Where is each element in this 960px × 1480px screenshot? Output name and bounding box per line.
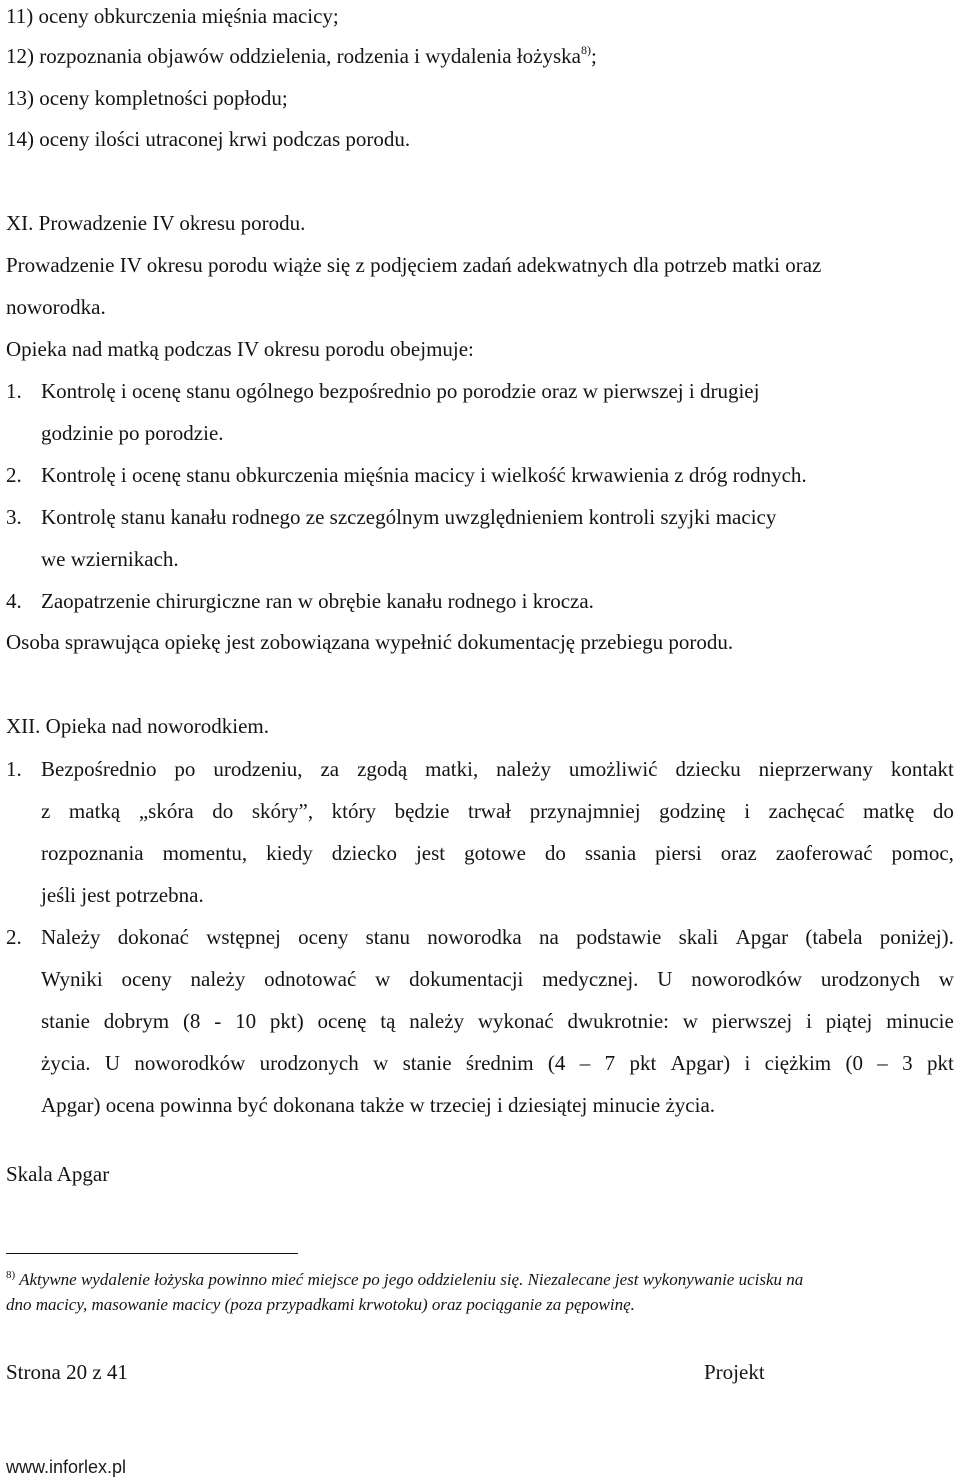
word: i <box>744 1051 751 1075</box>
word: (4 <box>547 1051 566 1075</box>
word: Wyniki <box>41 967 103 991</box>
word: „skóra <box>138 799 194 823</box>
word: pierwszej <box>711 1009 793 1033</box>
word: urodzeniu, <box>213 757 303 781</box>
word: rozpoznania <box>41 841 144 865</box>
word: odnotować <box>264 967 357 991</box>
word: zachęcać <box>768 799 845 823</box>
paragraph-1-line1 <box>41 759 954 780</box>
word: za <box>320 757 340 781</box>
list-item-11: 11) oceny obkurczenia mięśnia macicy; <box>6 4 339 28</box>
word: wykonać <box>477 1009 554 1033</box>
word: noworodków <box>691 967 803 991</box>
word: minucie <box>886 1009 954 1033</box>
word: wstępnej <box>206 925 281 949</box>
word: – <box>579 1051 591 1075</box>
paragraph-2-line5: Apgar) ocena powinna być dokonana także w trzeciej i dziesiątej minucie życia. <box>41 1093 716 1117</box>
word: należy <box>190 967 246 991</box>
word: nieprzerwany <box>758 757 873 781</box>
word: Apgar <box>735 925 789 949</box>
word: pomoc, <box>891 841 954 865</box>
word: na <box>539 925 559 949</box>
footnote-text-1: Aktywne wydalenie łożyska powinno mieć miejsce po jego oddzieleniu się. Niezalecane jest wykonywanie ucisku na <box>19 1270 804 1289</box>
site-link[interactable]: www.inforlex.pl <box>6 1457 127 1477</box>
word: gotowe <box>464 841 526 865</box>
word: dziecku <box>675 757 741 781</box>
word: matkę <box>862 799 915 823</box>
word: stanie <box>402 1051 452 1075</box>
section-xii-heading: XII. Opieka nad noworodkiem. <box>6 714 270 738</box>
care-item-4-number: 4. <box>6 589 22 613</box>
list-item-12 <box>6 43 597 68</box>
word: dokonać <box>117 925 189 949</box>
word: w <box>375 967 391 991</box>
word: z <box>41 799 51 823</box>
paragraph-2-line4 <box>41 1053 954 1074</box>
word: dobrym <box>103 1009 170 1033</box>
word: pkt <box>926 1051 954 1075</box>
section-xi-heading: XI. Prowadzenie IV okresu porodu. <box>6 211 306 235</box>
care-item-3-line2: we wziernikach. <box>41 547 179 571</box>
word: życia. <box>41 1051 91 1075</box>
word: umożliwić <box>568 757 658 781</box>
word: jest <box>415 841 446 865</box>
paragraph-1-line3 <box>41 843 954 864</box>
paragraph-2-number: 2. <box>6 925 22 949</box>
word: godzinę <box>659 799 726 823</box>
apgar-scale-label: Skala Apgar <box>6 1162 110 1186</box>
word: 3 <box>902 1051 913 1075</box>
word: po <box>174 757 196 781</box>
word: należy <box>496 757 551 781</box>
paragraph-1-number: 1. <box>6 757 22 781</box>
word: pkt) <box>269 1009 304 1033</box>
word: ciężkim <box>764 1051 832 1075</box>
footnote-ref[interactable]: 8) <box>580 43 591 57</box>
word: będzie <box>394 799 450 823</box>
footnote-separator <box>6 1253 298 1254</box>
word: Apgar) <box>670 1051 731 1075</box>
word: Bezpośrednio <box>41 757 157 781</box>
list-item-14: 14) oceny ilości utraconej krwi podczas porodu. <box>6 127 411 151</box>
word: dwukrotnie: <box>567 1009 669 1033</box>
word: dziecko <box>331 841 398 865</box>
word: skali <box>678 925 719 949</box>
word: noworodka <box>427 925 522 949</box>
word: pkt <box>629 1051 657 1075</box>
word: podstawie <box>576 925 662 949</box>
word: - <box>214 1009 222 1033</box>
word: trwał <box>467 799 512 823</box>
word: noworodków <box>134 1051 246 1075</box>
page-number: Strona 20 z 41 <box>6 1360 128 1384</box>
care-intro: Opieka nad matką podczas IV okresu porodu obejmuje: <box>6 337 474 361</box>
word: w <box>682 1009 698 1033</box>
word: 7 <box>604 1051 616 1075</box>
section-xi-intro-line2: noworodka. <box>6 295 106 319</box>
care-item-2-number: 2. <box>6 463 22 487</box>
word: (tabela <box>805 925 863 949</box>
word: piersi <box>655 841 702 865</box>
word: piątej <box>825 1009 873 1033</box>
word: (8 <box>182 1009 201 1033</box>
word: dokumentacji <box>409 967 524 991</box>
word: (0 <box>845 1051 863 1075</box>
paragraph-1-line4: jeśli jest potrzebna. <box>41 883 204 907</box>
paragraph-1-line2 <box>41 801 954 822</box>
footnote-line2: dno macicy, masowanie macicy (poza przypadkami krwotoku) oraz pociąganie za pępowinę. <box>6 1295 635 1314</box>
word: który <box>331 799 376 823</box>
care-item-1-line1: Kontrolę i ocenę stanu ogólnego bezpośrednio po porodzie oraz w pierwszej i drugiej <box>41 379 760 403</box>
word: momentu, <box>162 841 248 865</box>
paragraph-2-line2 <box>41 969 954 990</box>
section-xi-intro-line1: Prowadzenie IV okresu porodu wiąże się z podjęciem zadań adekwatnych dla potrzeb matki oraz <box>6 253 822 277</box>
word: tą <box>380 1009 396 1033</box>
word: stanie <box>41 1009 90 1033</box>
word: należy <box>409 1009 465 1033</box>
word: U <box>657 967 673 991</box>
word: kiedy <box>266 841 313 865</box>
list-item-12-text: 12) rozpoznania objawów oddzielenia, rodzenia i wydalenia łożyska <box>6 44 581 68</box>
care-item-3-line1: Kontrolę stanu kanału rodnego ze szczególnym uwzględnieniem kontroli szyjki macicy <box>41 505 777 529</box>
care-item-2-line1: Kontrolę i ocenę stanu obkurczenia mięśnia macicy i wielkość krwawienia z dróg rodnych. <box>41 463 807 487</box>
care-item-3-number: 3. <box>6 505 22 529</box>
word: ocenę <box>317 1009 367 1033</box>
word: do <box>544 841 566 865</box>
word: urodzonych <box>820 967 920 991</box>
paragraph-2-line1 <box>41 927 954 948</box>
word: – <box>877 1051 888 1075</box>
list-item-12-end: ; <box>590 44 597 68</box>
word: i <box>806 1009 812 1033</box>
paragraph-2-line3 <box>41 1011 954 1032</box>
care-item-4-line1: Zaopatrzenie chirurgiczne ran w obrębie kanału rodnego i krocza. <box>41 589 594 613</box>
word: matki, <box>425 757 479 781</box>
word: zgodą <box>357 757 408 781</box>
word: do <box>212 799 234 823</box>
footnote-marker: 8) <box>6 1269 16 1281</box>
footnote-line1 <box>6 1271 803 1288</box>
word: medycznej. <box>542 967 639 991</box>
word: urodzonych <box>259 1051 359 1075</box>
word: przynajmniej <box>529 799 641 823</box>
word: do <box>932 799 954 823</box>
word: zaoferować <box>775 841 873 865</box>
word: oraz <box>720 841 757 865</box>
document-status: Projekt <box>704 1360 765 1384</box>
word: w <box>373 1051 389 1075</box>
word: Należy <box>41 925 101 949</box>
word: kontakt <box>890 757 954 781</box>
word: ssania <box>584 841 637 865</box>
care-item-1-number: 1. <box>6 379 22 403</box>
word: średnim <box>465 1051 534 1075</box>
word: 10 <box>235 1009 257 1033</box>
word: w <box>938 967 954 991</box>
care-item-1-line2: godzinie po porodzie. <box>41 421 224 445</box>
word: matką <box>68 799 121 823</box>
word: i <box>744 799 751 823</box>
word: skóry”, <box>251 799 314 823</box>
word: stanu <box>365 925 410 949</box>
word: oceny <box>298 925 349 949</box>
word: poniżej). <box>879 925 954 949</box>
list-item-13: 13) oceny kompletności popłodu; <box>6 86 288 110</box>
section-xi-closing: Osoba sprawująca opiekę jest zobowiązana wypełnić dokumentację przebiegu porodu. <box>6 630 734 654</box>
word: U <box>104 1051 121 1075</box>
word: oceny <box>121 967 172 991</box>
